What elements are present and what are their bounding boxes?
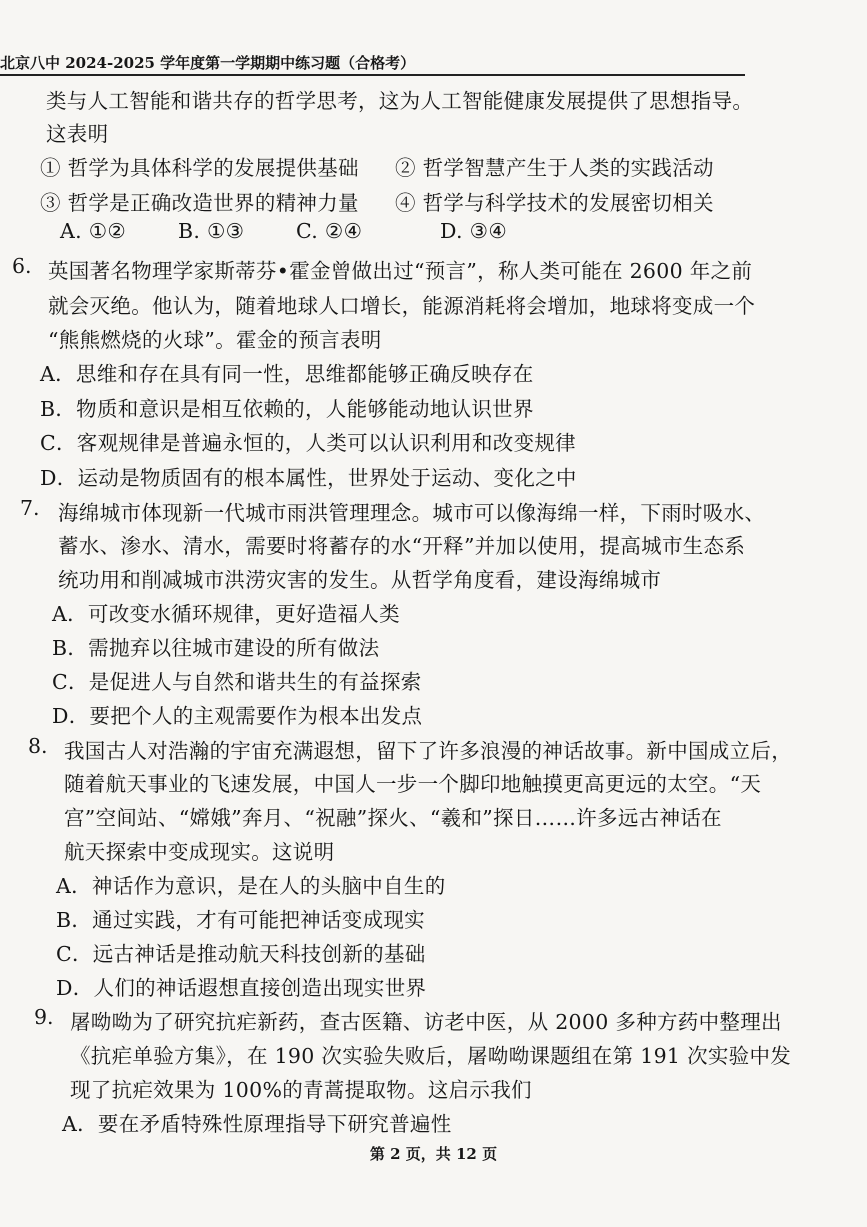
q6-stem-line: “熊熊燃烧的火球”。霍金的预言表明 xyxy=(48,328,382,352)
q9-stem-line: 现了抗疟效果为 100%的青蒿提取物。这启示我们 xyxy=(70,1078,532,1102)
q5-statement: ④ 哲学与科学技术的发展密切相关 xyxy=(395,191,714,215)
q8-number: 8. xyxy=(28,734,48,758)
q7-option: C．是促进人与自然和谐共生的有益探索 xyxy=(52,670,422,694)
q5-option: A. ①② xyxy=(60,219,127,243)
page-footer: 第 2 页，共 12 页 xyxy=(369,1145,498,1163)
q9-stem-line: 《抗疟单验方集》，在 190 次实验失败后，屠呦呦课题组在第 191 次实验中发 xyxy=(70,1044,792,1068)
q7-option: B．需抛弃以往城市建设的所有做法 xyxy=(52,636,380,660)
q7-option: D．要把个人的主观需要作为根本出发点 xyxy=(52,704,423,728)
q8-stem-line: 宫”空间站、“嫦娥”奔月、“祝融”探火、“羲和”探日……许多远古神话在 xyxy=(64,806,722,830)
q5-statement: ② 哲学智慧产生于人类的实践活动 xyxy=(395,156,714,180)
q6-option: C．客观规律是普遍永恒的，人类可以认识利用和改变规律 xyxy=(40,431,576,455)
q6-stem-line: 就会灭绝。他认为，随着地球人口增长，能源消耗将会增加，地球将变成一个 xyxy=(48,294,756,318)
q7-stem-line: 蓄水、渗水、清水，需要时将蓄存的水“开释”并加以使用，提高城市生态系 xyxy=(58,534,746,558)
q7-stem-line: 统功用和削减城市洪涝灾害的发生。从哲学角度看，建设海绵城市 xyxy=(58,568,662,592)
q8-option: A．神话作为意识，是在人的头脑中自生的 xyxy=(56,874,446,898)
header-rule xyxy=(0,74,745,76)
q7-option: A．可改变水循环规律，更好造福人类 xyxy=(52,602,400,626)
q8-stem-line: 航天探索中变成现实。这说明 xyxy=(64,840,335,864)
q8-option: C．远古神话是推动航天科技创新的基础 xyxy=(56,942,426,966)
q9-stem-line: 屠呦呦为了研究抗疟新药，查古医籍、访老中医，从 2000 多种方药中整理出 xyxy=(70,1010,782,1034)
q8-option: B．通过实践，才有可能把神话变成现实 xyxy=(56,908,425,932)
q5-option: D. ③④ xyxy=(440,219,507,243)
q8-stem-line: 我国古人对浩瀚的宇宙充满遐想，留下了许多浪漫的神话故事。新中国成立后， xyxy=(64,739,792,763)
q6-stem-line: 英国著名物理学家斯蒂芬•霍金曾做出过“预言”，称人类可能在 2600 年之前 xyxy=(48,259,753,283)
q6-number: 6. xyxy=(12,254,32,278)
page-header: 北京八中 2024-2025 学年度第一学期期中练习题（合格考） xyxy=(0,54,416,72)
q8-stem-line: 随着航天事业的飞速发展，中国人一步一个脚印地触摸更高更远的太空。“天 xyxy=(64,772,762,796)
q6-option: D．运动是物质固有的根本属性，世界处于运动、变化之中 xyxy=(40,466,577,490)
q5-option: B. ①③ xyxy=(178,219,245,243)
q5-statement: ① 哲学为具体科学的发展提供基础 xyxy=(40,156,359,180)
q7-number: 7. xyxy=(20,496,40,520)
q5-stem-line: 这表明 xyxy=(46,122,109,146)
q9-number: 9. xyxy=(34,1005,54,1029)
q5-option: C. ②④ xyxy=(296,219,363,243)
q5-statement: ③ 哲学是正确改造世界的精神力量 xyxy=(40,191,359,215)
q6-option: B．物质和意识是相互依赖的，人能够能动地认识世界 xyxy=(40,397,534,421)
q7-stem-line: 海绵城市体现新一代城市雨洪管理理念。城市可以像海绵一样，下雨时吸水、 xyxy=(58,501,766,525)
q6-option: A．思维和存在具有同一性，思维都能够正确反映存在 xyxy=(40,362,534,386)
q8-option: D．人们的神话遐想直接创造出现实世界 xyxy=(56,976,427,1000)
q5-stem-line: 类与人工智能和谐共存的哲学思考，这为人工智能健康发展提供了思想指导。 xyxy=(46,89,754,113)
q9-option: A．要在矛盾特殊性原理指导下研究普遍性 xyxy=(62,1112,452,1136)
